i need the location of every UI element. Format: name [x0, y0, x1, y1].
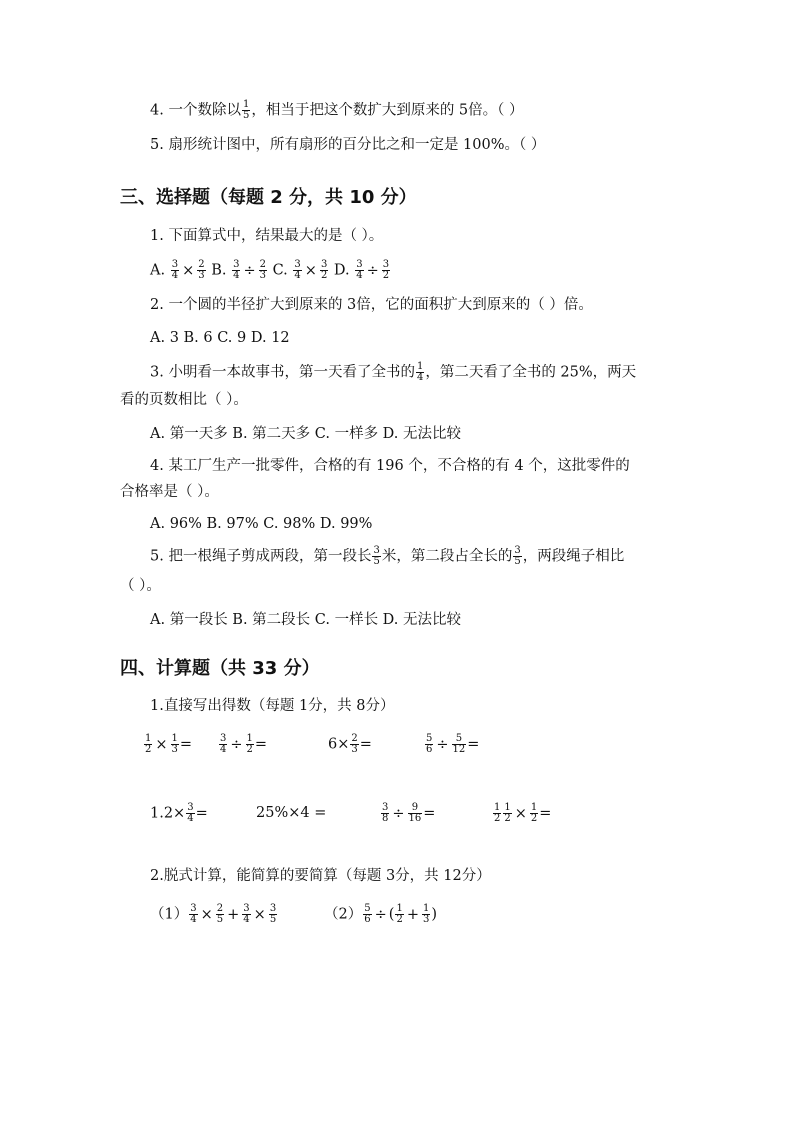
choice-q5-options: A. 第一段长 B. 第二段长 C. 一样长 D. 无法比较	[150, 612, 462, 628]
calc-eq-8: $\frac{1}{2}$ $\frac{1}{2}$ × $\frac{1}{2}$ =	[494, 802, 552, 824]
calc-eq-7: $\frac{3}{8}$ ÷ $\frac{9}{16}$ =	[382, 802, 436, 824]
choice-q3-options: A. 第一天多 B. 第二天多 C. 一样多 D. 无法比较	[150, 426, 462, 442]
calc-eq-5: 1.2× $\frac{3}{4}$ =	[150, 802, 208, 824]
choice-q4-options: A. 96% B. 97% C. 98% D. 99%	[150, 516, 373, 532]
fraction: $\frac{3}{5}$	[514, 545, 521, 567]
calc-expr-2: （2） $\frac{5}{6}$ ÷ ( $\frac{1}{2}$ + $\frac{1}{3}$ )	[324, 903, 438, 925]
choice-q4-stem-line2: 合格率是（ ）。	[120, 484, 219, 500]
choice-q3-stem: 3. 小明看一本故事书，第一天看了全书的 $\frac{1}{4}$ ，第二天看了全书的 25%，两天	[150, 361, 637, 383]
calc-part1-title: 1.直接写出得数（每题 1分，共 8分）	[150, 698, 395, 714]
calc-eq-2: $\frac{3}{4}$ ÷ $\frac{1}{2}$ =	[220, 733, 268, 755]
choice-q2-options: A. 3 B. 6 C. 9 D. 12	[150, 330, 290, 346]
section-4-title: 四、计算题（共 33 分）	[120, 658, 320, 679]
fraction: $\frac{3}{4}$	[294, 259, 301, 281]
choice-q5-stem-line2: （ ）。	[120, 578, 161, 594]
fraction: $\frac{1}{4}$	[416, 361, 424, 383]
fraction: $\frac{1}{2}$	[145, 733, 152, 755]
calc-eq-3: 6× $\frac{2}{3}$ =	[328, 733, 372, 755]
fraction: $\frac{3}{2}$	[382, 259, 390, 281]
fraction: $\frac{1}{3}$	[171, 733, 178, 755]
fraction: $\frac{1}{3}$	[422, 903, 430, 925]
calc-eq-1: $\frac{1}{2}$ × $\frac{1}{3}$ =	[145, 733, 193, 755]
fraction: $\frac{1}{5}$	[242, 99, 250, 121]
fraction: $\frac{1}{2}$	[246, 733, 253, 755]
fraction: $\frac{3}{4}$	[171, 259, 179, 281]
fraction: $\frac{3}{4}$	[233, 259, 240, 281]
fraction: $\frac{2}{3}$	[351, 733, 358, 755]
fraction: $\frac{5}{12}$	[452, 733, 466, 755]
choice-q5-stem: 5. 把一根绳子剪成两段，第一段长 $\frac{3}{5}$ 米，第二段占全长的 $\frac{3}{5}$ ，两段绳子相比	[150, 545, 625, 567]
fraction: $\frac{5}{6}$	[426, 733, 433, 755]
fraction: $\frac{3}{2}$	[320, 259, 328, 281]
calc-part2-title: 2.脱式计算，能简算的要简算（每题 3分，共 12分）	[150, 868, 491, 884]
fraction: $\frac{2}{5}$	[216, 903, 224, 925]
judge-q5: 5. 扇形统计图中，所有扇形的百分比之和一定是 100%。（ ）	[150, 137, 546, 153]
fraction: $\frac{3}{4}$	[190, 903, 197, 925]
choice-q3-stem-line2: 看的页数相比（ ）。	[120, 392, 248, 408]
fraction: $\frac{3}{4}$	[220, 733, 227, 755]
judge-q4: 4. 一个数除以 $\frac{1}{5}$ ，相当于把这个数扩大到原来的 5倍。（ ）	[150, 99, 524, 121]
choice-q2-stem: 2. 一个圆的半径扩大到原来的 3倍，它的面积扩大到原来的（ ）倍。	[150, 297, 593, 313]
fraction: $\frac{1}{2}$	[530, 802, 538, 824]
fraction: $\frac{3}{4}$	[243, 903, 250, 925]
fraction: $\frac{1}{2}$	[494, 802, 501, 824]
fraction: $\frac{2}{3}$	[259, 259, 266, 281]
fraction: $\frac{3}{5}$	[373, 545, 380, 567]
choice-q1-options: A. $\frac{3}{4}$ × $\frac{2}{3}$ B. $\frac{3}{4}$ ÷ $\frac{2}{3}$ C. $\frac{3}{4}$ × $\frac{3}{2}$ D. $\frac{3}{4}$ ÷ $\frac{3}{2}$	[150, 259, 390, 281]
choice-q1-stem: 1. 下面算式中，结果最大的是（ ）。	[150, 228, 384, 244]
fraction: $\frac{5}{6}$	[364, 903, 371, 925]
calc-eq-4: $\frac{5}{6}$ ÷ $\frac{5}{12}$ =	[426, 733, 480, 755]
fraction: $\frac{2}{3}$	[198, 259, 205, 281]
fraction: $\frac{1}{2}$	[504, 802, 511, 824]
fraction: $\frac{9}{16}$	[408, 802, 422, 824]
fraction: $\frac{3}{8}$	[382, 802, 389, 824]
calc-eq-6: 25%×4 =	[256, 805, 327, 821]
fraction: $\frac{3}{4}$	[187, 802, 194, 824]
fraction: $\frac{1}{2}$	[396, 903, 403, 925]
choice-q4-stem: 4. 某工厂生产一批零件，合格的有 196 个，不合格的有 4 个，这批零件的	[150, 458, 630, 474]
fraction: $\frac{3}{4}$	[356, 259, 363, 281]
calc-expr-1: （1） $\frac{3}{4}$ × $\frac{2}{5}$ + $\frac{3}{4}$ × $\frac{3}{5}$	[150, 903, 277, 925]
fraction: $\frac{3}{5}$	[269, 903, 277, 925]
section-3-title: 三、选择题（每题 2 分，共 10 分）	[120, 187, 417, 208]
